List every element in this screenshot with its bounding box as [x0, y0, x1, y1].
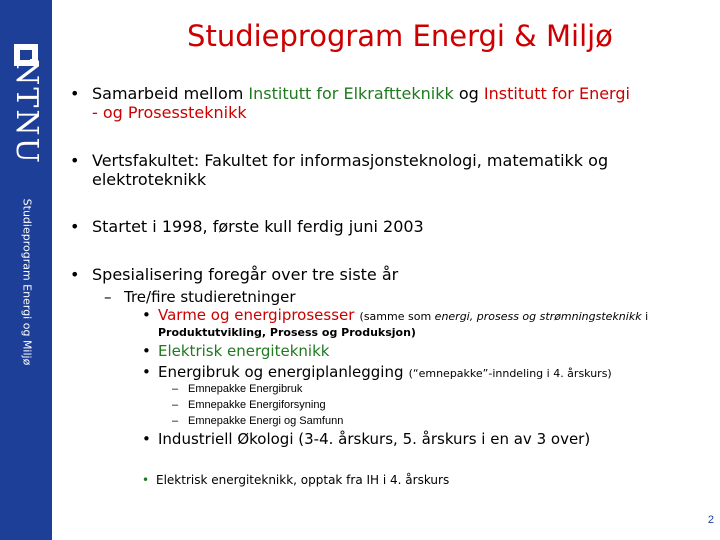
sidebar	[0, 0, 52, 540]
bullet-2-line-2: elektroteknikk	[92, 170, 207, 189]
sub-item-energibruk	[158, 363, 612, 383]
bullet-2	[92, 151, 712, 189]
sub-item-industriell-okologi: Industriell Økologi (3-4. årskurs, 5. årskurs i en av 3 over)	[158, 430, 591, 448]
bullet-1-text-b: og	[453, 84, 484, 103]
sub-bullet-marker: •	[142, 306, 151, 324]
sub-bullet-marker: •	[142, 473, 150, 487]
sub-item-studieretninger: Tre/fire studieretninger	[124, 288, 296, 306]
ntnu-logo-text: NTNU	[9, 59, 44, 165]
slide-title: Studieprogram Energi & Miljø	[187, 19, 613, 53]
energibruk-note: (“emnepakke”-inndeling i 4. årskurs)	[408, 367, 612, 380]
sidebar-caption: Studieprogram Energi og Miljø	[20, 198, 34, 366]
page-number: 2	[707, 514, 714, 526]
varme-note-c: i	[641, 310, 649, 323]
varme-note-a: (samme som	[359, 310, 435, 323]
dash-marker: –	[172, 415, 179, 427]
varme-title: Varme og energiprosesser	[158, 306, 355, 324]
bullet-marker: •	[70, 151, 80, 170]
bullet-1	[92, 84, 712, 122]
package-energibruk: Emnepakke Energibruk	[188, 383, 303, 395]
institute-elkraft: Institutt for Elkraftteknikk	[248, 84, 454, 103]
dash-marker: –	[104, 288, 112, 306]
bullet-3: Startet i 1998, første kull ferdig juni 2003	[92, 217, 424, 236]
sub-item-varme	[158, 306, 718, 339]
bullet-marker: •	[70, 265, 80, 284]
package-energi-samfunn: Emnepakke Energi og Samfunn	[188, 415, 344, 427]
sub-bullet-marker: •	[142, 430, 151, 448]
sub-bullet-marker: •	[142, 363, 151, 381]
bullet-1-text-a: Samarbeid mellom	[92, 84, 249, 103]
institute-energi: Institutt for Energi	[483, 84, 630, 103]
dash-marker: –	[172, 383, 179, 395]
dash-marker: –	[172, 399, 179, 411]
varme-note-b: energi, prosess og strømningsteknikk	[434, 310, 642, 323]
varme-note-line-2: Produktutvikling, Prosess og Produksjon)	[158, 326, 416, 339]
bullet-marker: •	[70, 84, 80, 103]
institute-energi-cont: - og Prosessteknikk	[92, 103, 247, 122]
sub-item-elektrisk-opptak: Elektrisk energiteknikk, opptak fra IH i 4. årskurs	[156, 473, 450, 487]
sub-item-elektrisk: Elektrisk energiteknikk	[158, 342, 330, 360]
sub-bullet-marker: •	[142, 342, 151, 360]
bullet-2-line-1: Vertsfakultet: Fakultet for informasjonsteknologi, matematikk og	[92, 151, 609, 170]
energibruk-title: Energibruk og energiplanlegging	[158, 363, 404, 381]
package-energiforsyning: Emnepakke Energiforsyning	[188, 399, 326, 411]
bullet-marker: •	[70, 217, 80, 236]
bullet-4: Spesialisering foregår over tre siste år	[92, 265, 399, 284]
